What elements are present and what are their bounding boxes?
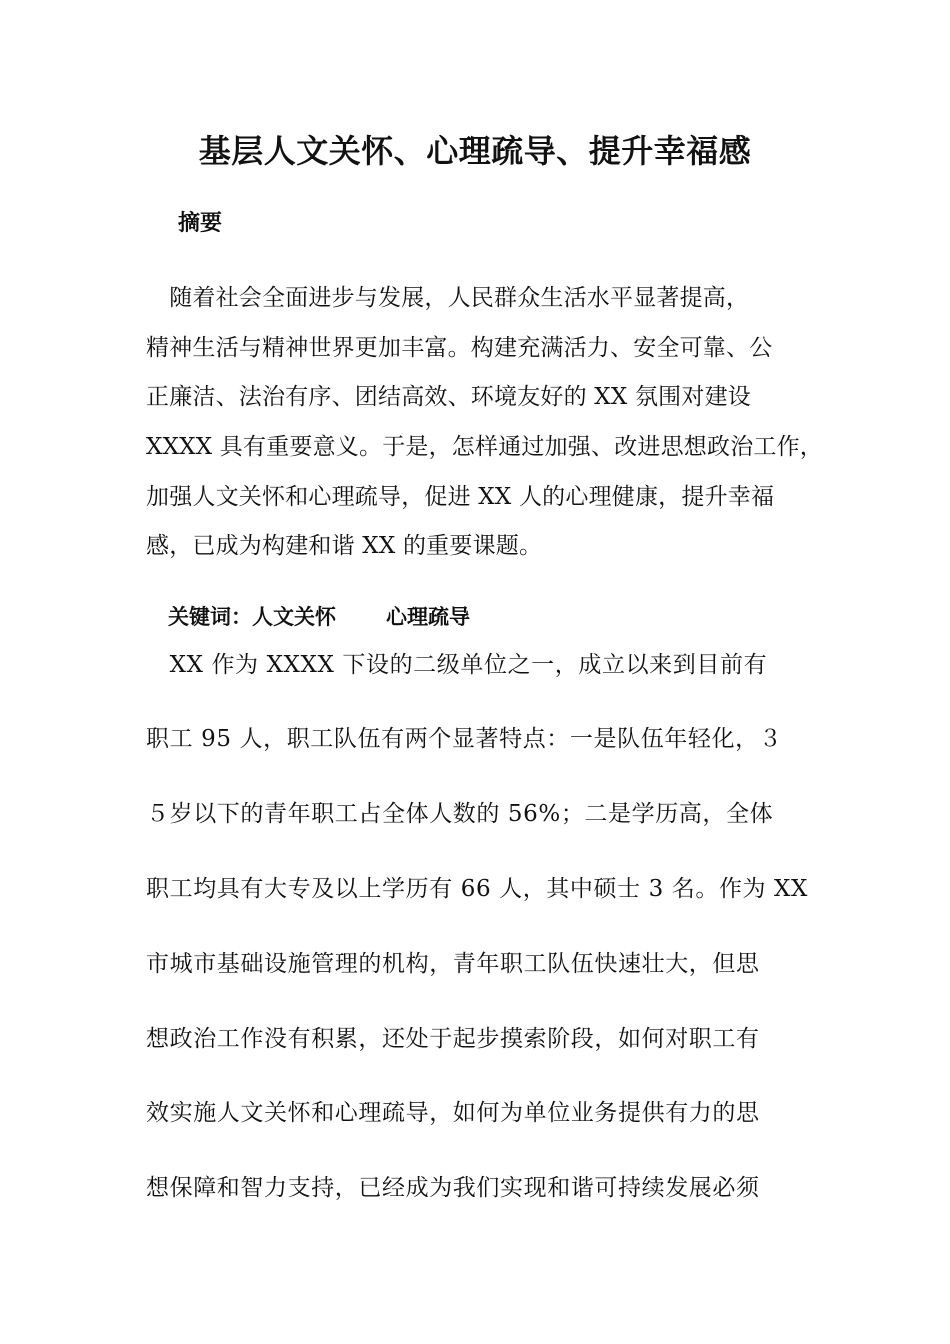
keywords-label: 关键词： <box>168 605 252 629</box>
body-line: XX 作为 XXXX 下设的二级单位之一，成立以来到目前有 <box>146 652 768 678</box>
abstract-line: 正廉洁、法治有序、团结高效、环境友好的 XX 氛围对建设 <box>146 384 751 410</box>
abstract-line: 加强人文关怀和心理疏导，促进 XX 人的心理健康，提升幸福 <box>146 484 775 510</box>
abstract-line: XXXX 具有重要意义。于是，怎样通过加强、改进思想政治工作， <box>146 434 824 460</box>
abstract-heading: 摘要 <box>178 210 223 236</box>
body-line: 职工均具有大专及以上学历有 66 人，其中硕士 3 名。作为 XX <box>146 876 809 902</box>
body-line: 效实施人文关怀和心理疏导，如何为单位业务提供有力的思 <box>146 1100 760 1126</box>
abstract-line: 随着社会全面进步与发展，人民群众生活水平显著提高， <box>146 285 750 311</box>
body-line: 想政治工作没有积累，还处于起步摸索阶段，如何对职工有 <box>146 1026 760 1052</box>
document-title: 基层人文关怀、心理疏导、提升幸福感 <box>198 132 752 170</box>
keywords-line <box>168 601 470 633</box>
body-line: 市城市基础设施管理的机构，青年职工队伍快速壮大，但思 <box>146 951 760 977</box>
body-line: 想保障和智力支持，已经成为我们实现和谐可持续发展必须 <box>146 1175 760 1201</box>
body-line: ５岁以下的青年职工占全体人数的 56%；二是学历高，全体 <box>146 801 774 827</box>
keyword-item: 人文关怀 <box>252 605 336 629</box>
body-line: 职工 95 人，职工队伍有两个显著特点：一是队伍年轻化，３ <box>146 726 783 752</box>
abstract-line: 感，已成为构建和谐 XX 的重要课题。 <box>146 533 543 559</box>
keyword-item: 心理疏导 <box>386 605 470 629</box>
abstract-line: 精神生活与精神世界更加丰富。构建充满活力、安全可靠、公 <box>146 335 773 361</box>
